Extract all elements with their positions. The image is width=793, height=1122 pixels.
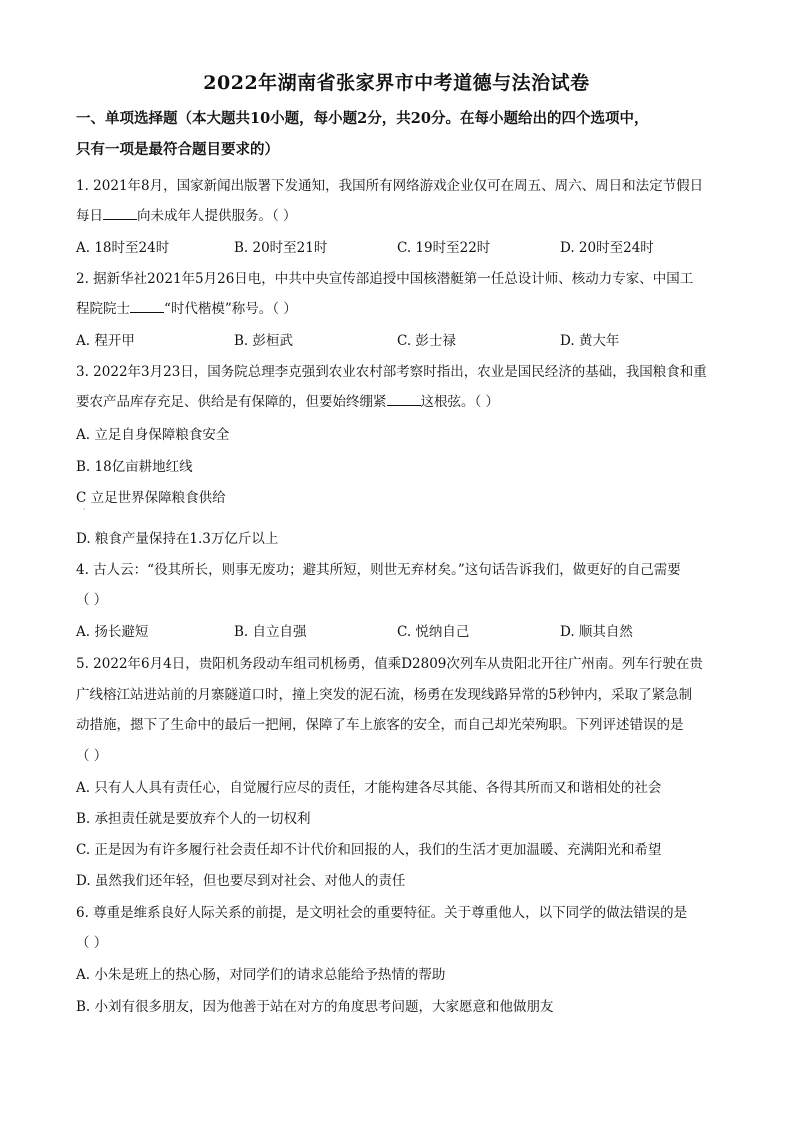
option-c[interactable]: C. 正是因为有许多履行社会责任却不计代价和回报的人，我们的生活才更加温暖、充满阳光和希望 [76,842,662,858]
question-5-line2: 广线榕江站进站前的月寨隧道口时，撞上突发的泥石流，杨勇在发现线路异常的5秒钟内，采取了紧急制 [76,687,693,703]
option-a[interactable]: A. 18时至24时 [76,240,170,256]
answer-blank [130,302,164,313]
option-a[interactable]: A. 扬长避短 [76,624,149,640]
question-2-line1: 2. 据新华社2021年5月26日电，中共中央宣传部追授中国核潜艇第一任总设计师、核动力专家、中国工 [76,271,694,287]
option-d[interactable]: D. 黄大年 [560,333,620,349]
option-d[interactable]: D. 虽然我们还年轻，但也要尽到对社会、对他人的责任 [76,873,406,889]
question-3-line1: 3. 2022年3月23日，国务院总理李克强到农业农村部考察时指出，农业是国民经济的基础，我国粮食和重 [76,364,707,380]
option-b[interactable]: B. 自立自强 [234,624,307,640]
section-heading-line1: 一、单项选择题（本大题共10小题，每小题2分，共20分。在每小题给出的四个选项中， [76,110,649,127]
question-3-line2 [76,390,726,410]
question-2-text-pre: 程院院士 [76,301,130,317]
question-1-text-post: 向未成年人提供服务。（ ） [137,208,297,224]
question-2-line2 [76,297,726,317]
option-d[interactable]: D. 粮食产量保持在1.3万亿斤以上 [76,531,279,547]
page-title: 2022年湖南省张家界市中考道德与法治试卷 [203,72,590,94]
question-3-text-pre: 要农产品库存充足、供给是有保障的，但要始终绷紧 [76,394,387,410]
option-c[interactable]: C. 彭士禄 [397,333,456,349]
question-6-line2: （ ） [76,935,108,951]
question-5-line4: （ ） [76,748,108,764]
question-5-line1: 5. 2022年6月4日，贵阳机务段动车组司机杨勇，值乘D2809次列车从贵阳北开往广州南。列车行驶在贵 [76,656,703,672]
question-4-line1: 4. 古人云：“役其所长，则事无废功；避其所短，则世无弃材矣。”这句话告诉我们，做更好的自己需要 [76,562,681,578]
question-2-text-post: “时代楷模”称号。（ ） [164,301,297,317]
question-1-text-pre: 每日 [76,208,103,224]
option-b[interactable]: B. 20时至21时 [234,240,328,256]
question-1-line2 [76,204,726,224]
option-a[interactable]: A. 只有人人具有责任心，自觉履行应尽的责任，才能构建各尽其能、各得其所而又和谐相处的社会 [76,780,662,796]
question-4-line2: （ ） [76,592,108,608]
option-c[interactable]: C 立足世界保障粮食供给 [76,490,226,506]
option-a[interactable]: A. 程开甲 [76,333,135,349]
section-heading-line2: 只有一项是最符合题目要求的） [76,141,279,158]
option-a[interactable]: A. 立足自身保障粮食安全 [76,427,230,443]
question-6-line1: 6. 尊重是维系良好人际关系的前提，是文明社会的重要特征。关于尊重他人，以下同学的做法错误的是 [76,905,688,921]
question-5-line3: 动措施，摁下了生命中的最后一把闸，保障了车上旅客的安全，而自己却光荣殉职。下列评述错误的是 [76,717,684,733]
option-b[interactable]: B. 承担责任就是要放弃个人的一切权利 [76,811,311,827]
option-d[interactable]: D. 顺其自然 [560,624,633,640]
option-c[interactable]: C. 19时至22时 [397,240,491,256]
option-a[interactable]: A. 小朱是班上的热心肠，对同学们的请求总能给予热情的帮助 [76,967,446,983]
option-b[interactable]: B. 18亿亩耕地红线 [76,459,193,475]
option-d[interactable]: D. 20时至24时 [560,240,654,256]
question-1-line1: 1. 2021年8月，国家新闻出版署下发通知，我国所有网络游戏企业仅可在周五、周六、周日和法定节假日 [76,178,704,194]
question-3-text-post: 这根弦。（ ） [420,394,500,410]
option-b[interactable]: B. 彭桓武 [234,333,294,349]
option-b[interactable]: B. 小刘有很多朋友，因为他善于站在对方的角度思考问题，大家愿意和他做朋友 [76,999,554,1015]
scan-mark: · [83,505,86,514]
option-c[interactable]: C. 悦纳自己 [397,624,470,640]
answer-blank [103,209,137,220]
answer-blank [387,395,421,406]
